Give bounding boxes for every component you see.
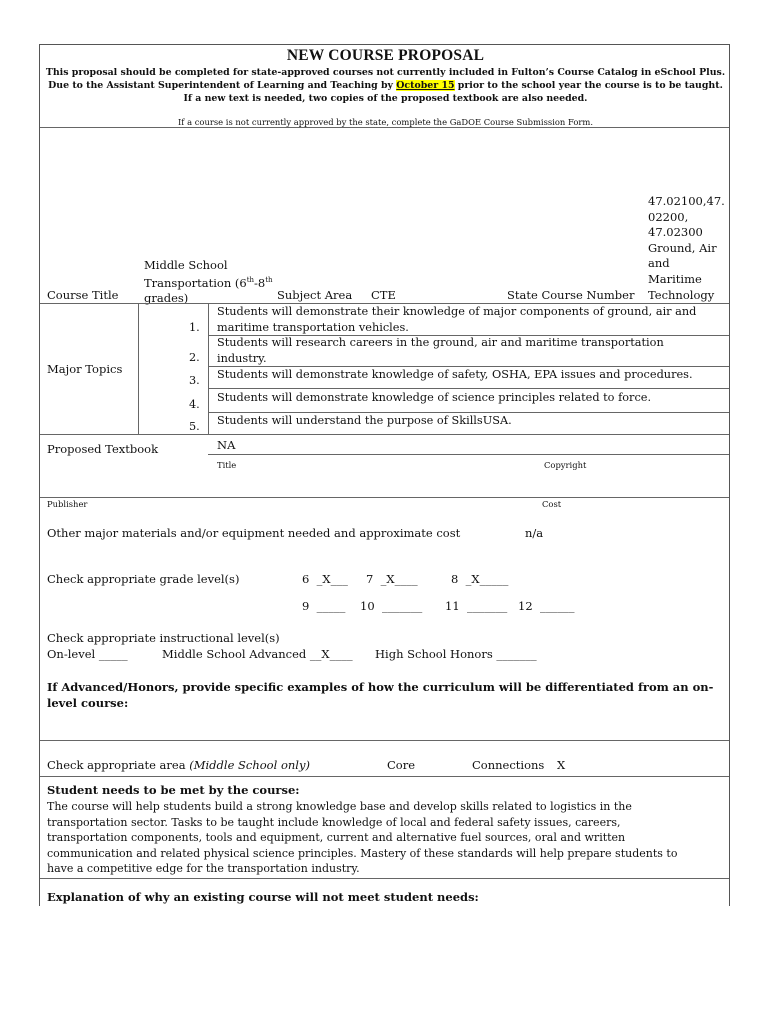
publisher-label: Publisher: [47, 499, 88, 509]
textbook-title-label: Title: [217, 460, 237, 470]
course-title-value: Middle School Transportation (6th-8th grades): [144, 258, 273, 305]
grade-8-check[interactable]: 8 _X_____: [451, 572, 509, 586]
state-note: If a course is not currently approved by the state, complete the GaDOE Course Submission Form.: [178, 117, 593, 127]
topic-item: Students will understand the purpose of SkillsUSA.: [217, 414, 512, 427]
core-option[interactable]: Core: [387, 758, 416, 772]
topic-number: 3.: [189, 374, 200, 387]
topic-number: 2.: [189, 351, 200, 364]
course-title-label: Course Title: [47, 288, 119, 302]
textbook-value: NA: [217, 438, 236, 452]
ms-advanced-check[interactable]: Middle School Advanced __X____: [162, 647, 353, 661]
topic-item: Students will demonstrate their knowledge of major components of ground, air and maritime transportation vehicles.: [217, 305, 697, 334]
explanation-heading: Explanation of why an existing course will not meet student needs:: [47, 890, 479, 904]
on-level-check[interactable]: On-level _____: [47, 647, 128, 661]
subject-area-value: CTE: [371, 288, 396, 302]
major-topics-label: Major Topics: [47, 362, 123, 376]
grade-9-check[interactable]: 9 _____: [302, 599, 346, 613]
student-needs-text: The course will help students build a strong knowledge base and develop skills related to logistics in the transportation sector. Tasks to be taught include knowledge of local and federal safety issues, careers, transportation components, tools and equipment, current and alternative fuel sources, oral and written communication and related physical science principles. Mastery of these standards will help prepare students to have a competitive edge for the transportation industry.: [47, 800, 678, 875]
grade-12-check[interactable]: 12 ______: [518, 599, 575, 613]
hs-honors-check[interactable]: High School Honors _______: [375, 647, 537, 661]
cost-label: Cost: [542, 499, 562, 509]
intro-line-1: This proposal should be completed for state-approved courses not currently included in Fulton’s Course Catalog in eSchool Plus.: [45, 67, 726, 78]
subject-area-label: Subject Area: [277, 288, 353, 302]
area-label: Check appropriate area (Middle School only): [47, 758, 310, 772]
differentiation-label: If Advanced/Honors, provide specific examples of how the curriculum will be differentiated from an on- level course:: [47, 680, 714, 710]
student-needs-heading: Student needs to be met by the course:: [47, 783, 300, 797]
state-course-number-label: State Course Number: [507, 288, 635, 302]
grade-7-check[interactable]: 7 _X____: [366, 572, 418, 586]
form-title: NEW COURSE PROPOSAL: [286, 47, 485, 64]
topic-item: Students will demonstrate knowledge of safety, OSHA, EPA issues and procedures.: [217, 368, 693, 381]
intro-line-2: Due to the Assistant Superintendent of Learning and Teaching by October 15 prior to the school year the course is to be taught.: [48, 80, 723, 91]
topic-item: Students will research careers in the ground, air and maritime transportation industry.: [217, 336, 664, 365]
intro-line-3: If a new text is needed, two copies of the proposed textbook are also needed.: [183, 93, 588, 104]
course-proposal-form: [39, 44, 730, 906]
materials-label: Other major materials and/or equipment needed and approximate cost: [47, 526, 461, 540]
materials-value: n/a: [525, 526, 544, 540]
proposed-textbook-label: Proposed Textbook: [47, 442, 159, 456]
deadline-highlight: October 15: [396, 80, 455, 91]
instructional-level-label: Check appropriate instructional level(s): [47, 631, 280, 645]
topic-number: 1.: [189, 321, 200, 334]
connections-mark: X: [557, 758, 566, 772]
connections-option[interactable]: Connections: [472, 758, 545, 772]
topic-number: 4.: [189, 398, 200, 411]
grade-level-label: Check appropriate grade level(s): [47, 572, 240, 586]
topic-item: Students will demonstrate knowledge of science principles related to force.: [217, 391, 652, 404]
textbook-copyright-label: Copyright: [544, 460, 587, 470]
grade-10-check[interactable]: 10 _______: [360, 599, 423, 613]
state-course-number-value: 47.02100,47. 02200, 47.02300 Ground, Air and Maritime Technology: [648, 194, 725, 302]
grade-11-check[interactable]: 11 _______: [445, 599, 508, 613]
topic-number: 5.: [189, 420, 200, 433]
grade-6-check[interactable]: 6 _X___: [302, 572, 348, 586]
